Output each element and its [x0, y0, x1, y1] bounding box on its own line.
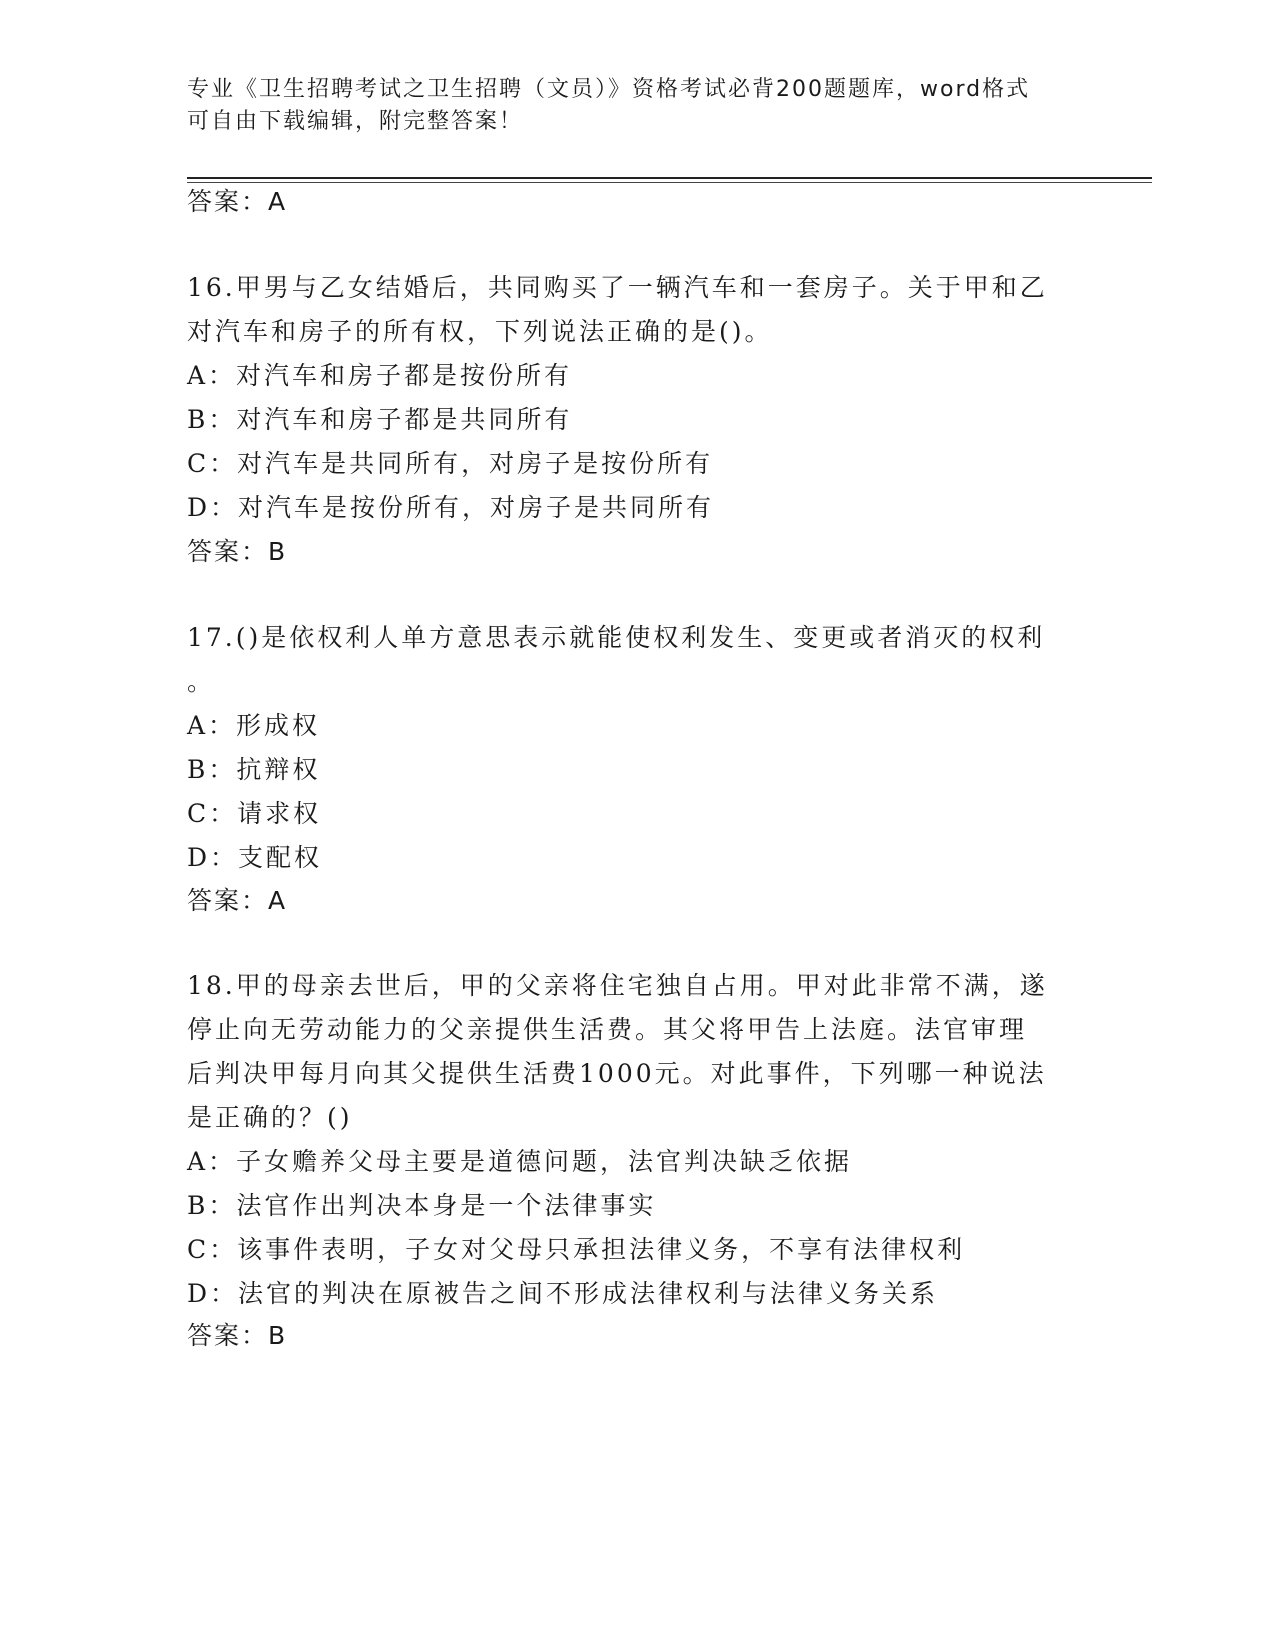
- q18-stem-line-3: 后判决甲每月向其父提供生活费1000元。对此事件，下列哪一种说法: [187, 1059, 1047, 1088]
- q16-option-b: B：对汽车和房子都是共同所有: [187, 405, 573, 434]
- q18-stem-line-4: 是正确的？(): [187, 1103, 353, 1132]
- header-divider-thick: [187, 177, 1152, 179]
- q16-option-d: D：对汽车是按份所有，对房子是共同所有: [187, 493, 715, 522]
- q18-option-a: A：子女赡养父母主要是道德问题，法官判决缺乏依据: [187, 1147, 853, 1176]
- answer-q16: 答案：B: [187, 537, 288, 566]
- q18-stem-line-1: 18.甲的母亲去世后，甲的父亲将住宅独自占用。甲对此非常不满，遂: [187, 971, 1048, 1000]
- q17-option-d: D：支配权: [187, 843, 323, 872]
- header-divider-thin: [187, 182, 1152, 183]
- q18-option-d: D：法官的判决在原被告之间不形成法律权利与法律义务关系: [187, 1279, 939, 1308]
- answer-q15: 答案：A: [187, 187, 288, 216]
- answer-q17: 答案：A: [187, 886, 288, 915]
- q16-option-c: C：对汽车是共同所有，对房子是按份所有: [187, 449, 714, 478]
- q17-stem-line-1: 17.()是依权利人单方意思表示就能使权利发生、变更或者消灭的权利: [187, 623, 1046, 652]
- answer-q18: 答案：B: [187, 1321, 288, 1350]
- q17-option-b: B：抗辩权: [187, 755, 321, 784]
- q16-option-a: A：对汽车和房子都是按份所有: [187, 361, 573, 390]
- q18-option-c: C：该事件表明，子女对父母只承担法律义务，不享有法律权利: [187, 1235, 966, 1264]
- q18-option-b: B：法官作出判决本身是一个法律事实: [187, 1191, 657, 1220]
- q16-stem-line-1: 16.甲男与乙女结婚后，共同购买了一辆汽车和一套房子。关于甲和乙: [187, 273, 1048, 302]
- q16-stem-line-2: 对汽车和房子的所有权，下列说法正确的是()。: [187, 317, 773, 346]
- q18-stem-line-2: 停止向无劳动能力的父亲提供生活费。其父将甲告上法庭。法官审理: [187, 1015, 1028, 1044]
- document-header: 专业《卫生招聘考试之卫生招聘（文员）》资格考试必背200题题库，word格式 可自由下载编辑，附完整答案！: [187, 77, 1031, 134]
- q17-option-c: C：请求权: [187, 799, 322, 828]
- q17-stem-line-2: 。: [187, 667, 216, 696]
- q17-option-a: A：形成权: [187, 711, 321, 740]
